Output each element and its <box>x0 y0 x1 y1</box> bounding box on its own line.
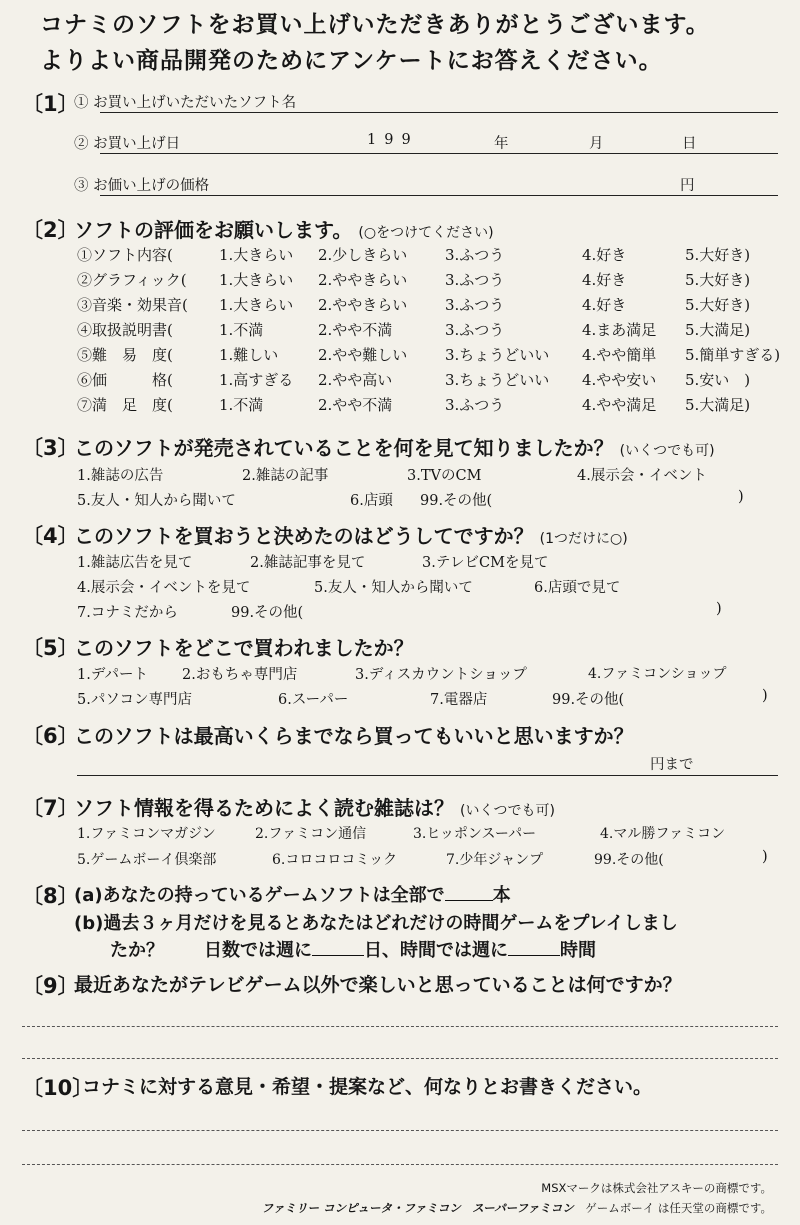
paren-close: ) <box>738 489 744 505</box>
answer-line[interactable] <box>22 1164 778 1165</box>
option[interactable]: 5.友人・知人から聞いて <box>314 580 473 596</box>
rating-option[interactable]: 1.大きらい <box>219 246 294 264</box>
option[interactable]: 7.コナミだから <box>77 605 178 621</box>
purchase-date-field[interactable] <box>100 153 778 154</box>
price-unit: 円 <box>680 178 695 194</box>
days-per-week-field[interactable] <box>312 937 364 956</box>
option[interactable]: 4.展示会・イベント <box>577 468 707 484</box>
option-other[interactable]: 99.その他( <box>552 692 625 708</box>
option[interactable]: 6.スーパー <box>278 692 349 708</box>
section-10 <box>22 1072 778 1172</box>
question-label: (a)あなたの持っているゲームソフトは全部で <box>74 885 445 906</box>
question-text <box>74 432 715 461</box>
rating-option[interactable]: 3.ちょうどいい <box>445 346 550 364</box>
question-label: このソフトが発売されていることを何を見て知りましたか？ <box>74 436 614 460</box>
option[interactable]: 5.パソコン専門店 <box>77 692 193 708</box>
unit-label: 本 <box>492 885 511 906</box>
trademark-names: ファミリー コンピュータ・ファミコン スーパーファミコン <box>261 1201 574 1215</box>
section-number: 〔10〕 <box>22 1076 94 1100</box>
option[interactable]: 4.ファミコンショップ <box>588 666 727 682</box>
rating-option[interactable]: 2.ややきらい <box>318 296 408 314</box>
option-other[interactable]: 99.その他( <box>420 493 493 509</box>
intro-line-2: よりよい商品開発のためにアンケートにお答えください。 <box>40 48 663 74</box>
section-number: 〔9〕 <box>22 974 79 998</box>
option-other[interactable]: 99.その他( <box>594 852 664 868</box>
software-name-field[interactable] <box>100 112 778 113</box>
section-7 <box>22 792 778 877</box>
trademark-owner: ゲームボーイ は任天堂の商標です。 <box>585 1201 772 1215</box>
rating-row-label: ①ソフト内容( <box>77 246 173 264</box>
question-text <box>82 1072 652 1099</box>
rating-row-label: ③音楽・効果音( <box>77 296 188 314</box>
option[interactable]: 5.友人・知人から聞いて <box>77 493 236 509</box>
max-price-field[interactable] <box>77 775 778 776</box>
rating-row-label: ④取扱説明書( <box>77 321 173 339</box>
play-time-question: (b)過去３ヶ月だけを見るとあなたはどれだけの時間ゲームをプレイしまし <box>74 913 678 934</box>
rating-option[interactable]: 3.ふつう <box>445 296 505 314</box>
rating-option[interactable]: 5.簡単すぎる) <box>685 346 781 364</box>
section-number: 〔8〕 <box>22 884 79 908</box>
question-text <box>74 792 555 821</box>
section-number: 〔5〕 <box>22 636 79 660</box>
question-label: コナミに対する意見・希望・提案など、何なりとお書きください。 <box>82 1076 653 1098</box>
option[interactable]: 3.ヒッポンスーパー <box>413 826 537 842</box>
rating-option[interactable]: 4.やや簡単 <box>582 346 657 364</box>
nintendo-trademark-note <box>262 1200 772 1216</box>
rating-option[interactable]: 4.好き <box>582 271 627 289</box>
section-6 <box>22 720 778 782</box>
rating-option[interactable]: 4.やや満足 <box>582 396 657 414</box>
section-number: 〔7〕 <box>22 796 79 820</box>
question-label: ソフトの評価をお願いします。 <box>74 218 353 242</box>
question-label: このソフトを買おうと決めたのはどうしてですか？ <box>74 524 534 548</box>
question-note: (いくつでも可) <box>619 443 715 459</box>
question-label: 最近あなたがテレビゲーム以外で楽しいと思っていることは何ですか？ <box>74 974 682 996</box>
option[interactable]: 6.店頭で見て <box>534 580 621 596</box>
month-unit: 月 <box>589 136 604 152</box>
rating-option[interactable]: 2.やや不満 <box>318 396 393 414</box>
year-unit: 年 <box>494 136 509 152</box>
question-text <box>74 970 682 997</box>
hours-label: 日、時間では週に <box>364 940 508 961</box>
option[interactable]: 7.電器店 <box>430 692 488 708</box>
rating-option[interactable]: 2.ややきらい <box>318 271 408 289</box>
question-text <box>74 720 634 749</box>
option[interactable]: 2.ファミコン通信 <box>255 826 367 842</box>
rating-option[interactable]: 3.ちょうどいい <box>445 371 550 389</box>
question-label: たか？ <box>110 940 164 961</box>
purchase-date-label: ② お買い上げ日 <box>74 136 181 152</box>
rating-option[interactable]: 3.ふつう <box>445 396 505 414</box>
section-number: 〔4〕 <box>22 524 79 548</box>
option[interactable]: 6.店頭 <box>350 493 393 509</box>
day-unit: 日 <box>682 136 697 152</box>
question-label: このソフトをどこで買われましたか？ <box>74 636 414 660</box>
purchase-price-label: ③ お価い上げの価格 <box>74 178 210 194</box>
option[interactable]: 2.雑誌記事を見て <box>250 555 366 571</box>
rating-option[interactable]: 5.大好き) <box>685 246 751 264</box>
question-note: (いくつでも可) <box>460 803 555 819</box>
option[interactable]: 1.デパート <box>77 667 148 683</box>
rating-option[interactable]: 3.ふつう <box>445 271 505 289</box>
section-4 <box>22 520 778 625</box>
rating-option[interactable]: 3.ふつう <box>445 246 505 264</box>
question-note: (○をつけてください) <box>358 225 494 241</box>
section-number: 〔1〕 <box>22 92 79 116</box>
rating-option[interactable]: 1.難しい <box>219 346 279 364</box>
rating-row-label: ②グラフィック( <box>77 271 187 289</box>
hours-per-week-field[interactable] <box>508 937 560 956</box>
rating-option[interactable]: 2.少しきらい <box>318 246 408 264</box>
max-price-unit: 円まで <box>650 757 694 773</box>
option[interactable]: 2.雑誌の記事 <box>242 468 329 484</box>
question-label: このソフトは最高いくらまでなら買ってもいいと思いますか？ <box>74 724 634 748</box>
section-2 <box>22 214 781 424</box>
owned-games-question <box>74 881 511 907</box>
paren-close: ) <box>762 849 768 865</box>
section-5 <box>22 632 778 712</box>
option[interactable]: 2.おもちゃ専門店 <box>182 667 298 683</box>
section-3 <box>22 432 778 512</box>
rating-option[interactable]: 2.やや難しい <box>318 346 408 364</box>
answer-line[interactable] <box>22 1130 778 1131</box>
paren-close: ) <box>762 688 768 704</box>
option[interactable]: 1.ファミコンマガジン <box>77 826 216 842</box>
rating-option[interactable]: 1.不満 <box>219 321 264 339</box>
rating-option[interactable]: 4.まあ満足 <box>582 321 657 339</box>
rating-option[interactable]: 1.大きらい <box>219 271 294 289</box>
option[interactable]: 4.マル勝ファミコン <box>600 826 726 842</box>
software-name-label: ① お買い上げいただいたソフト名 <box>74 95 297 111</box>
msx-trademark-note: MSXマークは株式会社アスキーの商標です。 <box>541 1181 772 1195</box>
option[interactable]: 1.雑誌の広告 <box>77 468 164 484</box>
question-label: ソフト情報を得るためによく読む雑誌は？ <box>74 796 454 820</box>
days-label: 日数では週に <box>204 940 312 961</box>
purchase-price-field[interactable] <box>100 195 778 196</box>
play-time-question-cont <box>110 936 596 962</box>
rating-row-label: ⑥価 格( <box>77 371 173 389</box>
section-9 <box>22 970 778 1065</box>
question-text <box>74 214 494 243</box>
section-number: 〔2〕 <box>22 218 79 242</box>
paren-close: ) <box>716 601 722 617</box>
option[interactable]: 4.展示会・イベントを見て <box>77 580 251 596</box>
option[interactable]: 3.ディスカウントショップ <box>355 667 527 683</box>
option[interactable]: 5.ゲームボーイ倶楽部 <box>77 852 217 868</box>
option[interactable]: 1.雑誌広告を見て <box>77 555 193 571</box>
rating-option[interactable]: 5.大満足) <box>685 321 751 339</box>
rating-option[interactable]: 5.大好き) <box>685 271 751 289</box>
rating-option[interactable]: 5.大好き) <box>685 296 751 314</box>
rating-option[interactable]: 4.好き <box>582 246 627 264</box>
purchase-year-prefix: 199 <box>367 132 419 148</box>
option[interactable]: 7.少年ジャンプ <box>446 852 544 868</box>
rating-option[interactable]: 3.ふつう <box>445 321 505 339</box>
rating-option[interactable]: 5.安い ) <box>685 371 751 389</box>
question-text <box>74 632 414 661</box>
rating-option[interactable]: 1.大きらい <box>219 296 294 314</box>
rating-row-label: ⑤難 易 度( <box>77 346 173 364</box>
intro-line-1: コナミのソフトをお買い上げいただきありがとうございます。 <box>40 12 710 38</box>
owned-games-count-field[interactable] <box>445 882 493 901</box>
rating-option[interactable]: 2.やや高い <box>318 371 393 389</box>
hours-unit: 時間 <box>560 940 596 961</box>
rating-option[interactable]: 1.高すぎる <box>219 371 294 389</box>
answer-line[interactable] <box>22 1058 778 1059</box>
rating-option[interactable]: 1.不満 <box>219 396 264 414</box>
section-1 <box>22 88 778 208</box>
option[interactable]: 3.TVのCM <box>407 468 482 484</box>
question-note: (1つだけに○) <box>539 531 628 547</box>
option[interactable]: 6.コロコロコミック <box>272 852 398 868</box>
section-number: 〔6〕 <box>22 724 79 748</box>
rating-option[interactable]: 2.やや不満 <box>318 321 393 339</box>
option-other[interactable]: 99.その他( <box>231 605 304 621</box>
rating-option[interactable]: 4.好き <box>582 296 627 314</box>
rating-option[interactable]: 5.大満足) <box>685 396 751 414</box>
section-8 <box>22 880 778 962</box>
section-number: 〔3〕 <box>22 436 79 460</box>
question-text <box>74 520 628 549</box>
option[interactable]: 3.テレビCMを見て <box>422 555 549 571</box>
rating-option[interactable]: 4.やや安い <box>582 371 657 389</box>
rating-row-label: ⑦満 足 度( <box>77 396 173 414</box>
answer-line[interactable] <box>22 1026 778 1027</box>
